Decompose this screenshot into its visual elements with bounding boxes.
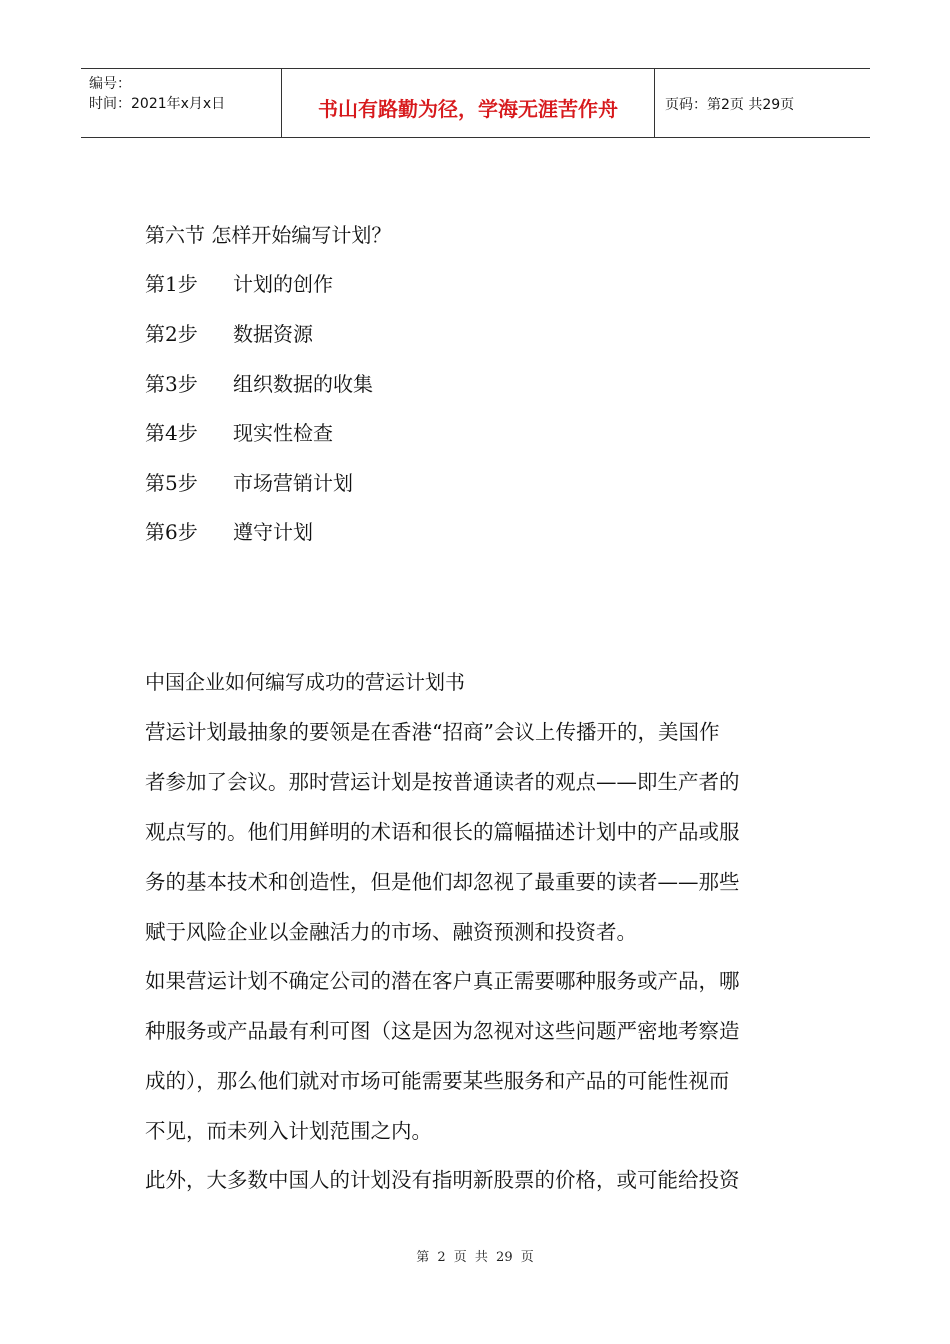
- body-line: 观点写的。他们用鲜明的术语和很长的篇幅描述计划中的产品或服: [145, 820, 740, 844]
- step-item: [145, 421, 333, 445]
- step-label: 第5步: [145, 471, 198, 495]
- body-line: 者参加了会议。那时营运计划是按普通读者的观点——即生产者的: [145, 770, 740, 794]
- body-line: 不见，而未列入计划范围之内。: [145, 1119, 432, 1143]
- step-label: 第4步: [145, 421, 198, 445]
- step-text: 数据资源: [233, 322, 313, 346]
- step-label: 第1步: [145, 272, 198, 296]
- doc-date-label: 时间：2021年x月x日: [89, 96, 226, 112]
- step-text: 组织数据的收集: [233, 372, 373, 396]
- body-line: 赋于风险企业以金融活力的市场、融资预测和投资者。: [145, 920, 637, 944]
- step-text: 市场营销计划: [233, 471, 353, 495]
- step-item: [145, 272, 333, 296]
- body-line: 营运计划最抽象的要领是在香港“招商”会议上传播开的，美国作: [145, 720, 720, 744]
- page-header: [81, 68, 870, 138]
- header-slogan: 书山有路勤为径，学海无涯苦作舟: [318, 97, 618, 121]
- step-item: [145, 372, 373, 396]
- header-slogan-cell: [282, 69, 655, 137]
- body-heading: 中国企业如何编写成功的营运计划书: [145, 670, 465, 694]
- doc-number-label: 编号：: [89, 76, 131, 92]
- header-meta-cell: [81, 69, 282, 137]
- step-text: 遵守计划: [233, 520, 313, 544]
- header-page-cell: [655, 69, 870, 137]
- step-item: [145, 322, 313, 346]
- body-line: 种服务或产品最有利可图（这是因为忽视对这些问题严密地考察造: [145, 1019, 740, 1043]
- body-line: 务的基本技术和创造性，但是他们却忽视了最重要的读者——那些: [145, 870, 740, 894]
- section-title: 第六节 怎样开始编写计划？: [145, 223, 392, 247]
- step-text: 计划的创作: [233, 272, 333, 296]
- header-page-code: 页码：第2页 共29页: [665, 97, 795, 113]
- step-item: [145, 471, 353, 495]
- step-text: 现实性检查: [233, 421, 333, 445]
- step-label: 第3步: [145, 372, 198, 396]
- step-item: [145, 520, 313, 544]
- step-label: 第6步: [145, 520, 198, 544]
- body-line: 成的），那么他们就对市场可能需要某些服务和产品的可能性视而: [145, 1069, 730, 1093]
- step-label: 第2步: [145, 322, 198, 346]
- body-line: 如果营运计划不确定公司的潜在客户真正需要哪种服务或产品，哪: [145, 969, 740, 993]
- body-line: 此外，大多数中国人的计划没有指明新股票的价格，或可能给投资: [145, 1168, 740, 1192]
- page-footer: 第 2 页 共 29 页: [416, 1250, 534, 1265]
